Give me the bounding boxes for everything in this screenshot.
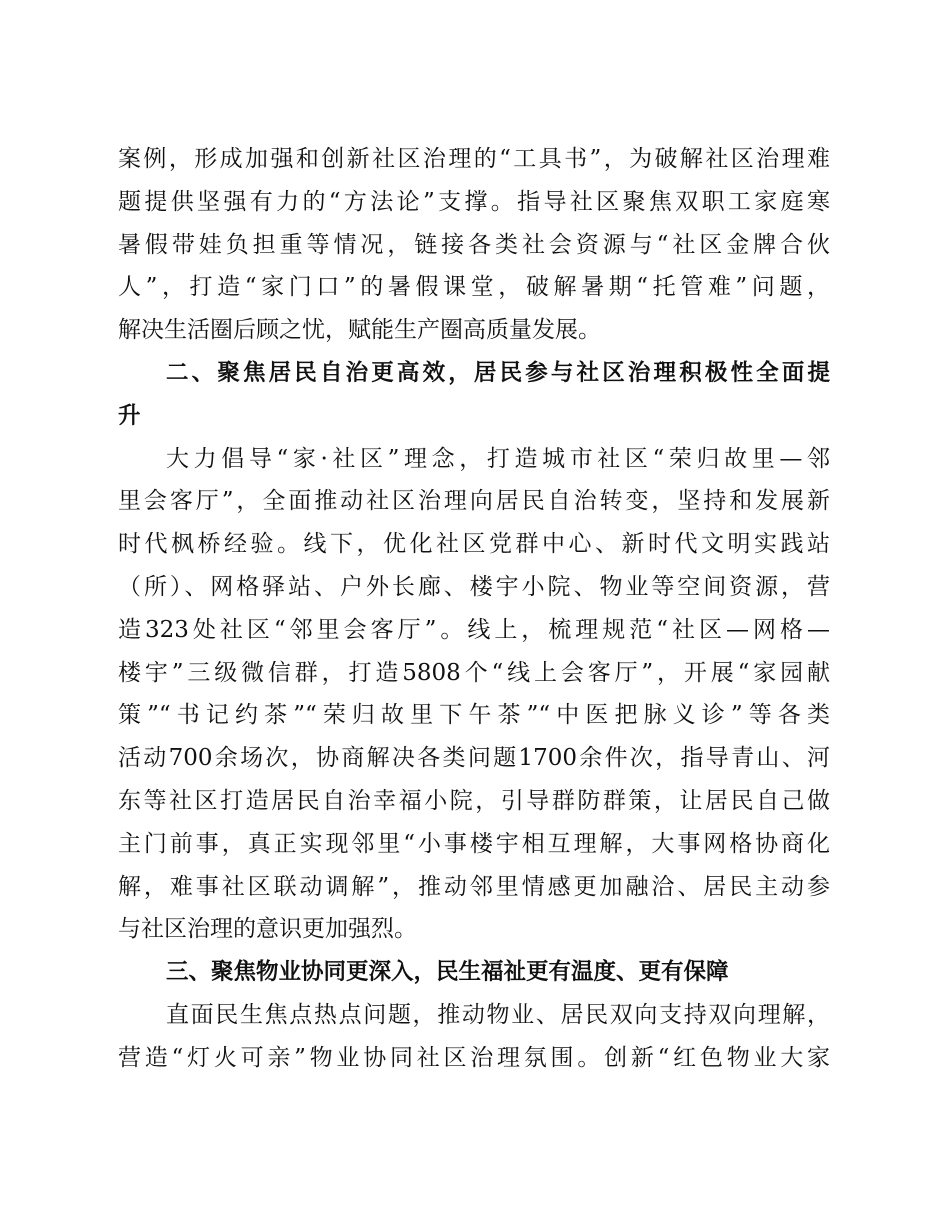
- heading-line: 三、聚焦物业协同更深入，民生福祉更有温度、更有保障: [166, 959, 729, 986]
- section-heading-2: [118, 352, 830, 438]
- heading-line: 升: [118, 402, 141, 429]
- heading-line: 二、聚焦居民自治更高效，居民参与社区治理积极性全面提: [166, 359, 830, 386]
- text-line: 大力倡导“家·社区”理念，打造城市社区“荣归故里—邻: [166, 445, 830, 472]
- text-line: 策”“书记约茶”“荣归故里下午茶”“中医把脉义诊”等各类: [118, 702, 830, 729]
- text-line: 楼宇”三级微信群，打造5808个“线上会客厅”，开展“家园献: [118, 659, 830, 686]
- text-line: 人”，打造“家门口”的暑假课堂，破解暑期“托管难”问题，: [118, 274, 830, 301]
- text-line: 主门前事，真正实现邻里“小事楼宇相互理解，大事网格协商化: [118, 830, 830, 857]
- text-line: 题提供坚强有力的“方法论”支撑。指导社区聚焦双职工家庭寒: [118, 188, 830, 215]
- text-line: 造323处社区“邻里会客厅”。线上，梳理规范“社区—网格—: [118, 616, 830, 643]
- text-line: 营造“灯火可亲”物业协同社区治理氛围。创新“红色物业大家: [118, 1044, 830, 1071]
- paragraph-1: [118, 138, 830, 352]
- section-heading-3: [118, 951, 830, 994]
- text-line: 解决生活圈后顾之忧，赋能生产圈高质量发展。: [118, 317, 601, 344]
- text-line: 与社区治理的意识更加强烈。: [118, 916, 417, 943]
- text-line: 时代枫桥经验。线下，优化社区党群中心、新时代文明实践站: [118, 531, 830, 558]
- text-line: 暑假带娃负担重等情况，链接各类社会资源与“社区金牌合伙: [118, 231, 830, 258]
- paragraph-2: [118, 438, 830, 952]
- text-line: 东等社区打造居民自治幸福小院，引导群防群策，让居民自己做: [118, 787, 830, 814]
- text-line: （所）、网格驿站、户外长廊、楼宇小院、物业等空间资源，营: [118, 573, 830, 600]
- text-line: 直面民生焦点热点问题，推动物业、居民双向支持双向理解，: [166, 1001, 830, 1028]
- document-body: [118, 138, 830, 1080]
- text-line: 案例，形成加强和创新社区治理的“工具书”，为破解社区治理难: [118, 146, 830, 172]
- text-line: 活动700余场次，协商解决各类问题1700余件次，指导青山、河: [118, 745, 830, 772]
- text-line: 里会客厅”，全面推动社区治理向居民自治转变，坚持和发展新: [118, 488, 830, 515]
- text-line: 解，难事社区联动调解”，推动邻里情感更加融洽、居民主动参: [118, 873, 830, 900]
- paragraph-3: [118, 994, 830, 1080]
